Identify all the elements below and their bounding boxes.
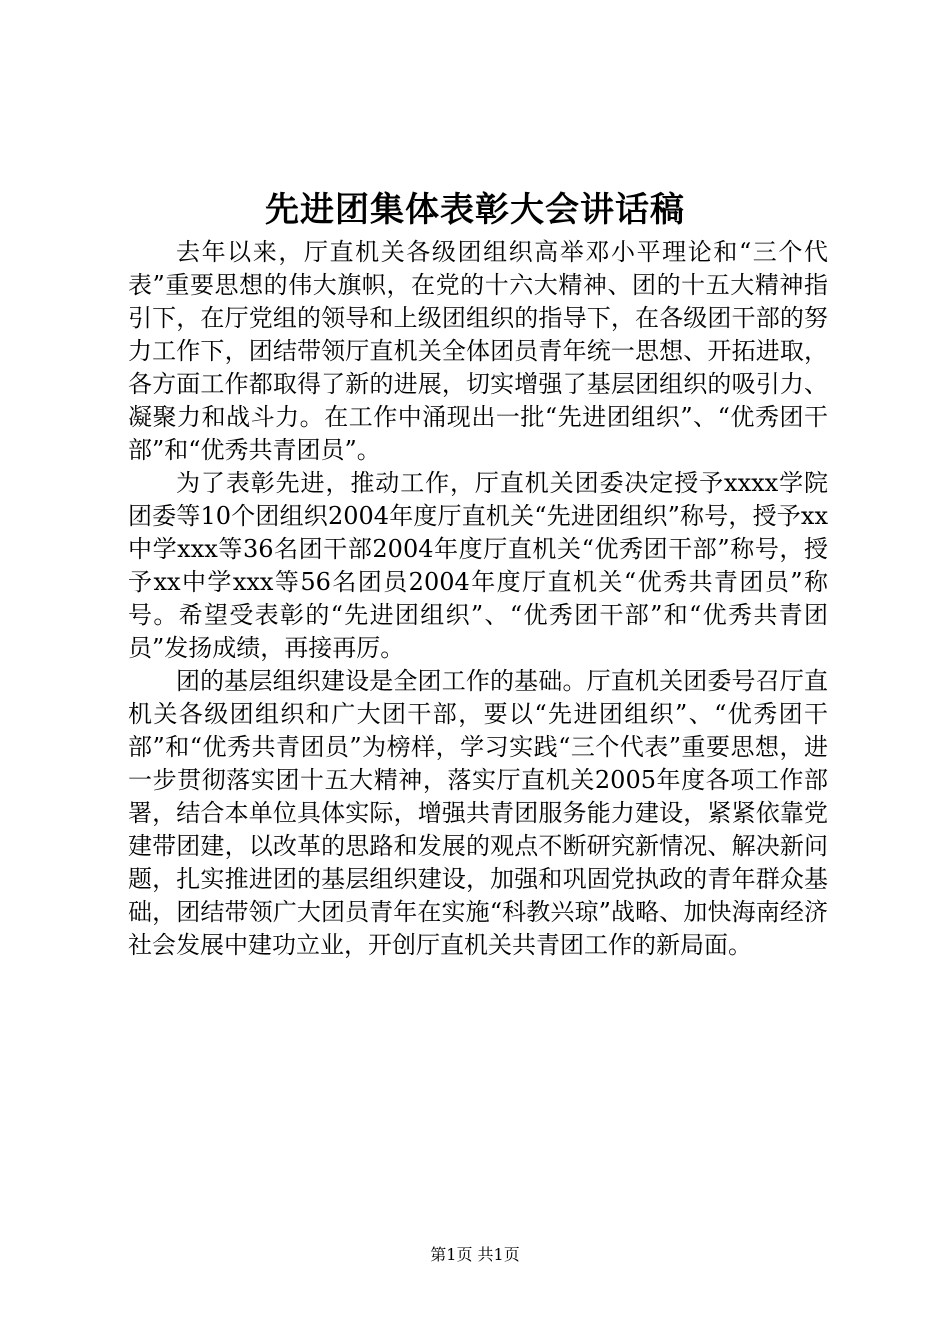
document-body bbox=[128, 236, 828, 962]
page-footer: 第1页 共1页 bbox=[430, 1245, 520, 1264]
paragraph-2: 为了表彰先进，推动工作，厅直机关团委决定授予xxxx学院团委等10个团组织2004年度厅直机关“先进团组织”称号，授予xx中学xxx等36名团干部2004年度厅直机关“优秀团干部”称号，授予xx中学xxx等56名团员2004年度厅直机关“优秀共青团员”称号。希望受表彰的“先进团组织”、“优秀团干部”和“优秀共青团员”发扬成绩，再接再厉。 bbox=[128, 469, 828, 662]
document-title: 先进团集体表彰大会讲话稿 bbox=[265, 190, 685, 230]
paragraph-3: 团的基层组织建设是全团工作的基础。厅直机关团委号召厅直机关各级团组织和广大团干部，要以“先进团组织”、“优秀团干部”和“优秀共青团员”为榜样，学习实践“三个代表”重要思想，进一步贯彻落实团十五大精神，落实厅直机关2005年度各项工作部署，结合本单位具体实际，增强共青团服务能力建设，紧紧依靠党建带团建，以改革的思路和发展的观点不断研究新情况、解决新问题，扎实推进团的基层组织建设，加强和巩固党执政的青年群众基础，团结带领广大团员青年在实施“科教兴琼”战略、加快海南经济社会发展中建功立业，开创厅直机关共青团工作的新局面。 bbox=[128, 667, 828, 959]
paragraph-1: 去年以来，厅直机关各级团组织高举邓小平理论和“三个代表”重要思想的伟大旗帜，在党的十六大精神、团的十五大精神指引下，在厅党组的领导和上级团组织的指导下，在各级团干部的努力工作下，团结带领厅直机关全体团员青年统一思想、开拓进取，各方面工作都取得了新的进展，切实增强了基层团组织的吸引力、凝聚力和战斗力。在工作中涌现出一批“先进团组织”、“优秀团干部”和“优秀共青团员”。 bbox=[128, 238, 828, 464]
